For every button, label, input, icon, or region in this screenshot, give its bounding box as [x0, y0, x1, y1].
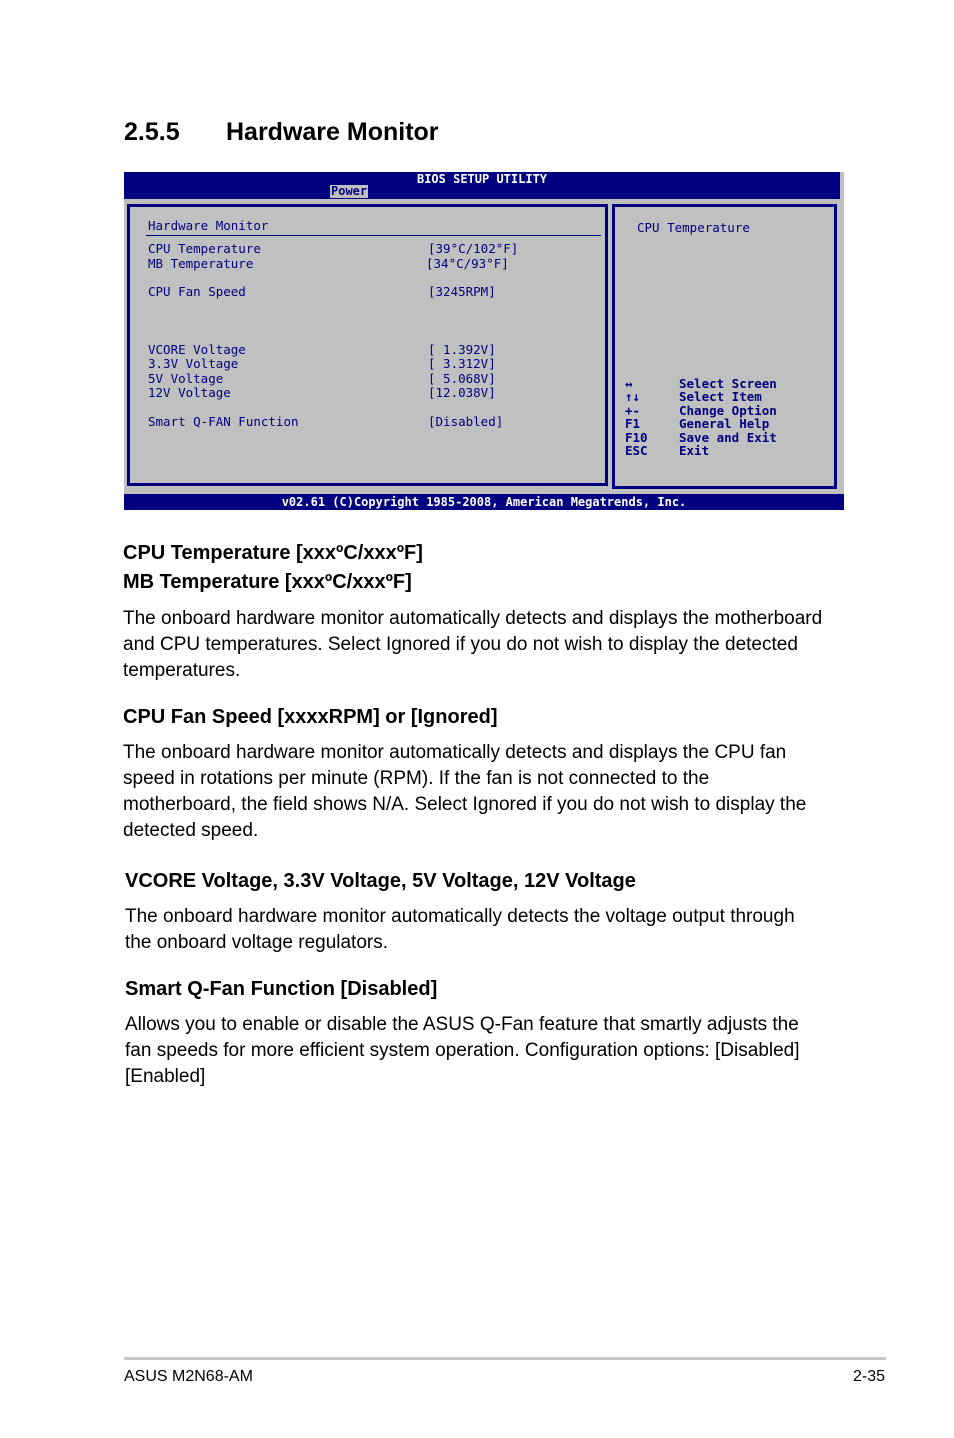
bios-copyright-bar: v02.61 (C)Copyright 1985-2008, American Megatrends, Inc.: [124, 494, 844, 510]
key-desc-select-screen: Select Screen: [679, 376, 777, 391]
heading-smart-qfan: Smart Q-Fan Function [Disabled]: [125, 978, 438, 1000]
paragraph-voltages: The onboard hardware monitor automatically detects the voltage output through the onboard voltage regulators.: [125, 906, 795, 953]
key-f1: F1: [625, 416, 641, 431]
bios-screenshot: [124, 172, 844, 510]
heading-voltages: VCORE Voltage, 3.3V Voltage, 5V Voltage, 12V Voltage: [125, 870, 636, 892]
bios-item-12v-voltage[interactable]: 12V Voltage: [148, 385, 231, 400]
bios-value-cpu-temperature: [39°C/102°F]: [428, 241, 519, 256]
key-arrows-lr-icon: ↔: [625, 376, 633, 391]
key-arrows-ud-icon: ↑↓: [625, 389, 641, 404]
key-plus-minus: +-: [625, 403, 641, 418]
bios-value-cpu-fan-speed: [3245RPM]: [428, 284, 496, 299]
bios-item-3v3-voltage[interactable]: 3.3V Voltage: [148, 356, 239, 371]
heading-cpu-fan-speed: CPU Fan Speed [xxxxRPM] or [Ignored]: [123, 706, 498, 728]
bios-value-smart-qfan[interactable]: [Disabled]: [428, 414, 504, 429]
section-title: Hardware Monitor: [226, 118, 439, 146]
paragraph-smart-qfan: Allows you to enable or disable the ASUS Q-Fan feature that smartly adjusts the fan speeds for more efficient system operation. Configuration options: [Disabled] [Enabled]: [125, 1014, 800, 1087]
paragraph-fan-speed: The onboard hardware monitor automatically detects and displays the CPU fan speed in rotations per minute (RPM). If the fan is not connected to the motherboard, the field shows N/A. Select Ignored if you do not wish to display the detected speed.: [123, 742, 807, 841]
bios-item-cpu-temperature[interactable]: CPU Temperature: [148, 241, 261, 256]
bios-title: BIOS SETUP UTILITY: [416, 172, 548, 186]
key-desc-change-option: Change Option: [679, 403, 777, 418]
bios-tab-power[interactable]: Power: [331, 184, 368, 198]
footer-divider: [124, 1357, 886, 1360]
section-number: 2.5.5: [124, 118, 180, 146]
heading-cpu-temperature: CPU Temperature [xxxºC/xxxºF]: [123, 542, 423, 564]
bios-value-3v3-voltage: [ 3.312V]: [428, 356, 496, 371]
key-desc-save-exit: Save and Exit: [679, 430, 777, 445]
bios-help-panel: [612, 204, 837, 489]
bios-main-heading: Hardware Monitor: [148, 218, 269, 233]
paragraph-temperature: The onboard hardware monitor automatically detects and displays the motherboard and CPU temperatures. Select Ignored if you do not wish to display the detected temperatures.: [123, 608, 823, 681]
bios-item-smart-qfan[interactable]: Smart Q-FAN Function: [148, 414, 299, 429]
bios-item-mb-temperature[interactable]: MB Temperature: [148, 256, 254, 271]
bios-value-5v-voltage: [ 5.068V]: [428, 371, 496, 386]
key-desc-select-item: Select Item: [679, 389, 762, 404]
bios-value-mb-temperature: [34°C/93°F]: [426, 256, 509, 271]
bios-item-5v-voltage[interactable]: 5V Voltage: [148, 371, 224, 386]
heading-mb-temperature: MB Temperature [xxxºC/xxxºF]: [123, 571, 412, 593]
bios-value-vcore-voltage: [ 1.392V]: [428, 342, 496, 357]
bios-item-cpu-fan-speed[interactable]: CPU Fan Speed: [148, 284, 246, 299]
key-desc-exit: Exit: [679, 443, 710, 458]
bios-value-12v-voltage: [12.038V]: [428, 385, 496, 400]
key-f10: F10: [625, 430, 648, 445]
footer-product: ASUS M2N68-AM: [124, 1368, 253, 1385]
bios-item-vcore-voltage[interactable]: VCORE Voltage: [148, 342, 246, 357]
bios-main-panel: [127, 204, 608, 486]
key-desc-general-help: General Help: [679, 416, 770, 431]
footer-page-number: 2-35: [853, 1368, 886, 1385]
key-esc: ESC: [625, 443, 648, 458]
bios-heading-divider: [146, 235, 601, 236]
bios-help-title: CPU Temperature: [637, 220, 750, 235]
bios-title-bar: [124, 172, 840, 199]
